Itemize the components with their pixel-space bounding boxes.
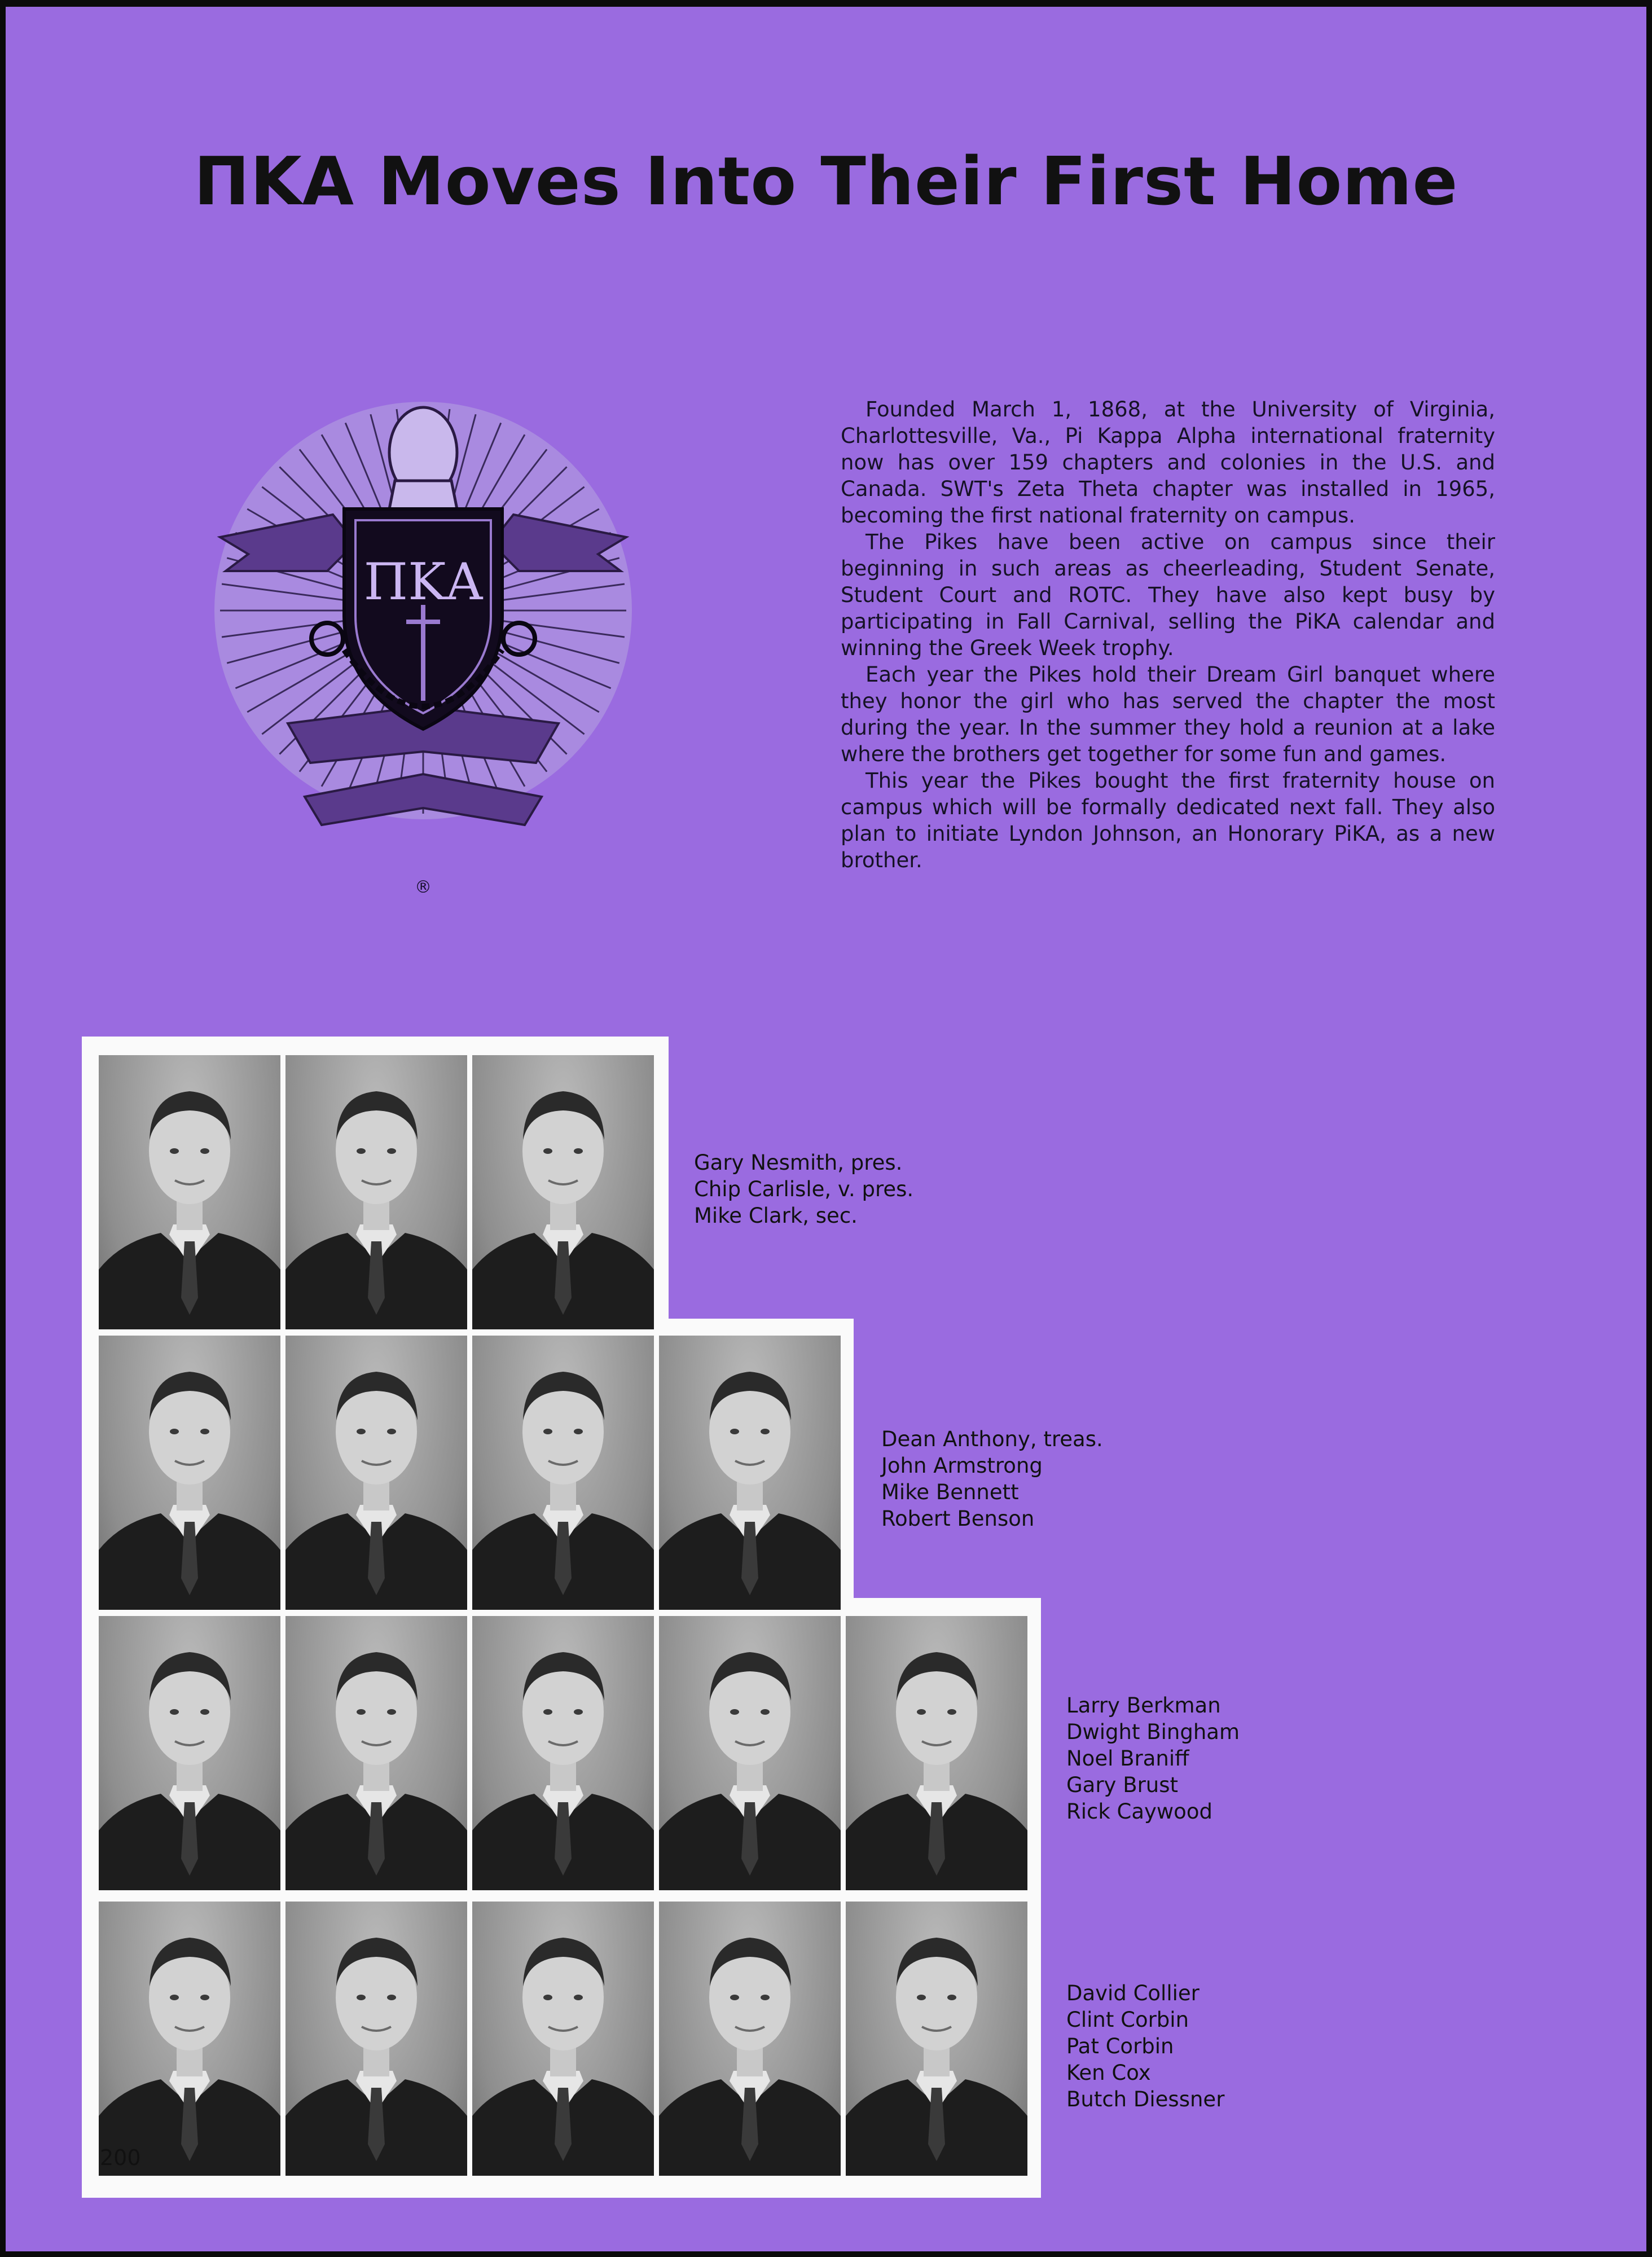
names-row-4: [1066, 1980, 1224, 2113]
name-caption: Pat Corbin: [1066, 2034, 1174, 2058]
paragraph-1: Founded March 1, 1868, at the University of Virginia, Charlottesville, Va., Pi Kappa Alpha international fraternity now has over 159 chapters and colonies in the U.S. and Canada. SWT's Zeta Theta chapter was installed in 1965, becoming the first national fraternity on campus.: [841, 397, 1495, 528]
name-caption: Ken Cox: [1066, 2061, 1151, 2085]
name-caption: Gary Nesmith, pres.: [694, 1151, 903, 1175]
name-caption: Mike Clark, sec.: [694, 1204, 858, 1228]
name-caption: Noel Braniff: [1066, 1746, 1189, 1771]
registered-mark: ®: [415, 877, 432, 897]
names-row-1: [694, 1149, 913, 1229]
name-caption: Robert Benson: [881, 1507, 1035, 1531]
name-caption: Larry Berkman: [1066, 1693, 1221, 1718]
portrait-photo: [99, 1902, 280, 2176]
names-row-3: [1066, 1692, 1240, 1825]
names-row-2: [881, 1426, 1103, 1532]
portrait-photo: [285, 1902, 467, 2176]
page-number: 200: [100, 2145, 141, 2170]
portrait-photo: [659, 1616, 841, 1890]
portrait-photo: [472, 1902, 654, 2176]
portrait-photo: [659, 1336, 841, 1610]
name-caption: Mike Bennett: [881, 1480, 1019, 1504]
svg-text:ΠΚΑ: ΠΚΑ: [363, 552, 483, 612]
paragraph-2: The Pikes have been active on campus since their beginning in such areas as cheerleading, Student Senate, Student Court and ROTC. They have also kept busy by participating in Fall Carnival, selling the PiKA calendar and winning the Greek Week trophy.: [841, 530, 1495, 660]
portrait-photo: [846, 1902, 1027, 2176]
paragraph-3: Each year the Pikes hold their Dream Girl banquet where they honor the girl who has served the chapter the most during the year. In the summer they hold a reunion at a lake where the brothers get together for some fun and games.: [841, 662, 1495, 766]
portrait-photo: [659, 1902, 841, 2176]
name-caption: David Collier: [1066, 1981, 1200, 2005]
name-caption: Rick Caywood: [1066, 1799, 1212, 1824]
page-title: ΠΚΑ Moves Into Their First Home: [194, 142, 1458, 220]
portrait-photo: [472, 1616, 654, 1890]
portrait-photo: [285, 1616, 467, 1890]
portrait-photo: [285, 1055, 467, 1329]
name-caption: Dean Anthony, treas.: [881, 1427, 1103, 1451]
name-caption: Clint Corbin: [1066, 2008, 1189, 2032]
name-caption: Dwight Bingham: [1066, 1720, 1240, 1744]
portrait-photo: [99, 1055, 280, 1329]
portrait-photo: [472, 1336, 654, 1610]
pi-kappa-alpha-crest-icon: [186, 357, 660, 898]
name-caption: Chip Carlisle, v. pres.: [694, 1177, 914, 1201]
name-caption: Butch Diessner: [1066, 2087, 1225, 2111]
portrait-photo: [472, 1055, 654, 1329]
yearbook-page: [6, 7, 1646, 2251]
article-body: [841, 396, 1495, 873]
name-caption: Gary Brust: [1066, 1773, 1179, 1797]
portrait-photo: [846, 1616, 1027, 1890]
portrait-photo: [99, 1336, 280, 1610]
portrait-photo: [99, 1616, 280, 1890]
name-caption: John Armstrong: [881, 1454, 1043, 1478]
portrait-photo: [285, 1336, 467, 1610]
paragraph-4: This year the Pikes bought the first fraternity house on campus which will be formally dedicated next fall. They also plan to initiate Lyndon Johnson, an Honorary PiKA, as a new brother.: [841, 769, 1495, 872]
